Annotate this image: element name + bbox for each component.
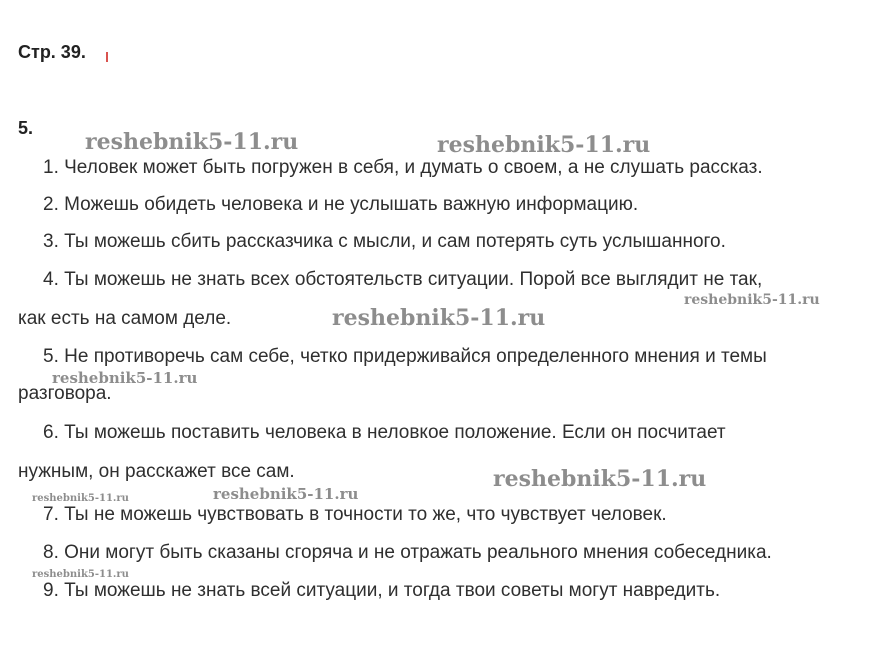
watermark: reshebnik5-11.ru — [32, 493, 129, 504]
answer-1 — [18, 156, 874, 180]
answer-3 — [18, 230, 874, 254]
watermark: reshebnik5-11.ru — [437, 132, 651, 158]
watermark: reshebnik5-11.ru — [332, 305, 546, 331]
answer-4-line-1 — [18, 268, 874, 292]
answer-6-line-1 — [18, 421, 874, 445]
watermark: reshebnik5-11.ru — [52, 369, 198, 387]
answer-4-line-2: как есть на самом деле. — [18, 308, 232, 329]
answer-8 — [18, 541, 874, 565]
answer-4-text: 4. Ты можешь не знать всех обстоятельств ситуации. Порой все выглядит не так, — [43, 269, 763, 290]
answer-2 — [18, 193, 874, 217]
answer-2-text: 2. Можешь обидеть человека и не услышать важную информацию. — [43, 194, 639, 215]
answer-5-line-1 — [18, 345, 874, 369]
answer-9-text: 9. Ты можешь не знать всей ситуации, и тогда твои советы могут навредить. — [43, 580, 721, 601]
answer-7-text: 7. Ты не можешь чувствовать в точности то же, что чувствует человек. — [43, 504, 667, 525]
answer-6-text: 6. Ты можешь поставить человека в неловкое положение. Если он посчитает — [43, 422, 726, 443]
watermark: reshebnik5-11.ru — [85, 129, 299, 155]
answer-9 — [18, 579, 874, 603]
answer-1-text: 1. Человек может быть погружен в себя, и думать о своем, а не слушать рассказ. — [43, 157, 763, 178]
answer-6-line-2: нужным, он расскажет все сам. — [18, 461, 295, 482]
watermark: reshebnik5-11.ru — [493, 466, 707, 492]
watermark: reshebnik5-11.ru — [32, 569, 129, 580]
answer-3-text: 3. Ты можешь сбить рассказчика с мысли, и сам потерять суть услышанного. — [43, 231, 726, 252]
answer-5-line-2: разговора. — [18, 383, 112, 404]
answer-5-text: 5. Не противоречь сам себе, четко придерживайся определенного мнения и темы — [43, 346, 767, 367]
task-number: 5. — [18, 118, 34, 138]
answer-8-text: 8. Они могут быть сказаны сгоряча и не отражать реального мнения собеседника. — [43, 542, 772, 563]
watermark: reshebnik5-11.ru — [684, 292, 820, 308]
watermark: reshebnik5-11.ru — [213, 485, 359, 503]
answer-7 — [18, 503, 874, 527]
page-header: Стр. 39. — [18, 42, 86, 62]
tick-mark — [106, 52, 108, 62]
